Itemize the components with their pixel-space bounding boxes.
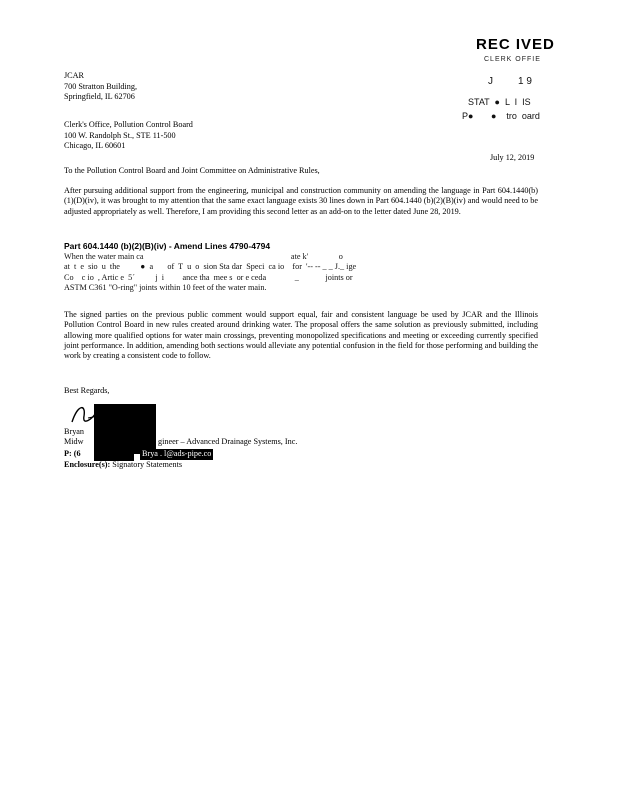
amend-line-4: ASTM C361 "O-ring" joints within 10 feet of the water main. (64, 282, 267, 292)
jcar-address (64, 71, 137, 103)
signer-name: Bryan (64, 427, 85, 436)
signer-title: gineer – Advanced Drainage Systems, Inc. (158, 437, 298, 446)
amend-line-1: When the water main ca ate k' o (64, 252, 343, 261)
received-stamp-title: REC IVED (476, 36, 555, 53)
redaction-block (94, 404, 156, 454)
clerk-name: Clerk's Office, Pollution Control Board (64, 120, 193, 129)
signer-title-start: Midw (64, 437, 84, 446)
clerk-city: Chicago, IL 60601 (64, 141, 126, 151)
clerk-street: 100 W. Randolph St., STE 11-500 (64, 130, 176, 140)
enclosure-line (64, 460, 182, 471)
received-stamp-date: J 1 9 (488, 76, 532, 87)
received-stamp-state: STAT ● L I IS (468, 97, 531, 107)
amend-line-2: at t e sio u the ● a of T u o sion Sta dar Speci ca io for '-- -- _ _ J._ ige (64, 262, 357, 272)
received-stamp-board: P● ● tro oard (462, 111, 540, 121)
enclosure-value: Signatory Statements (112, 460, 183, 469)
jcar-street: 700 Stratton Building, (64, 81, 138, 91)
jcar-city: Springfield, IL 62706 (64, 92, 135, 102)
amend-line-3: Co c io , Artic e 5´ j i ance tha mee s or e ceda _ joints or (64, 272, 353, 282)
received-stamp-subtitle: CLERK OFFIE (484, 56, 541, 63)
paragraph-intro: After pursuing additional support from the engineering, municipal and construction community on amending the language in Part 604.1440(b)(1)(D)(iv), it was brought to my attention that the same exact language exists 30 lines down in Part 604.1440 (b)(2)(B)(iv) and would need to be adjusted appropriately as well. Therefore, I am providing this second letter as an add-on to the letter dated June 28, 2019. (64, 186, 538, 216)
salutation: To the Pollution Control Board and Joint Committee on Administrative Rules, (64, 166, 320, 175)
enclosure-label: Enclosure(s): (64, 460, 111, 469)
paragraph-support: The signed parties on the previous public comment would support equal, fair and consistent language be used by JCAR and the Illinois Pollution Control Board in new rules created around drinking water. The proposal offers the same solution as previously submitted, including allowing more qualified options for water main crossings, preventing monopolized specifications and meeting or exceeding currently specified joint performance. In addition, amending both sections would alleviate any potential confusion in the field for those performing and building the work by creating a consistent code to follow. (64, 310, 538, 361)
letter-date: July 12, 2019 (490, 153, 535, 162)
amend-text (64, 252, 540, 293)
closing: Best Regards, (64, 386, 110, 395)
amend-heading: Part 604.1440 (b)(2)(B)(iv) - Amend Lines 4790-4794 (64, 241, 271, 251)
jcar-name: JCAR (64, 71, 85, 80)
clerk-address (64, 120, 193, 152)
signer-email: Brya . l@ads-pipe.co (142, 449, 212, 458)
signer-phone: P: (6 (64, 449, 81, 458)
